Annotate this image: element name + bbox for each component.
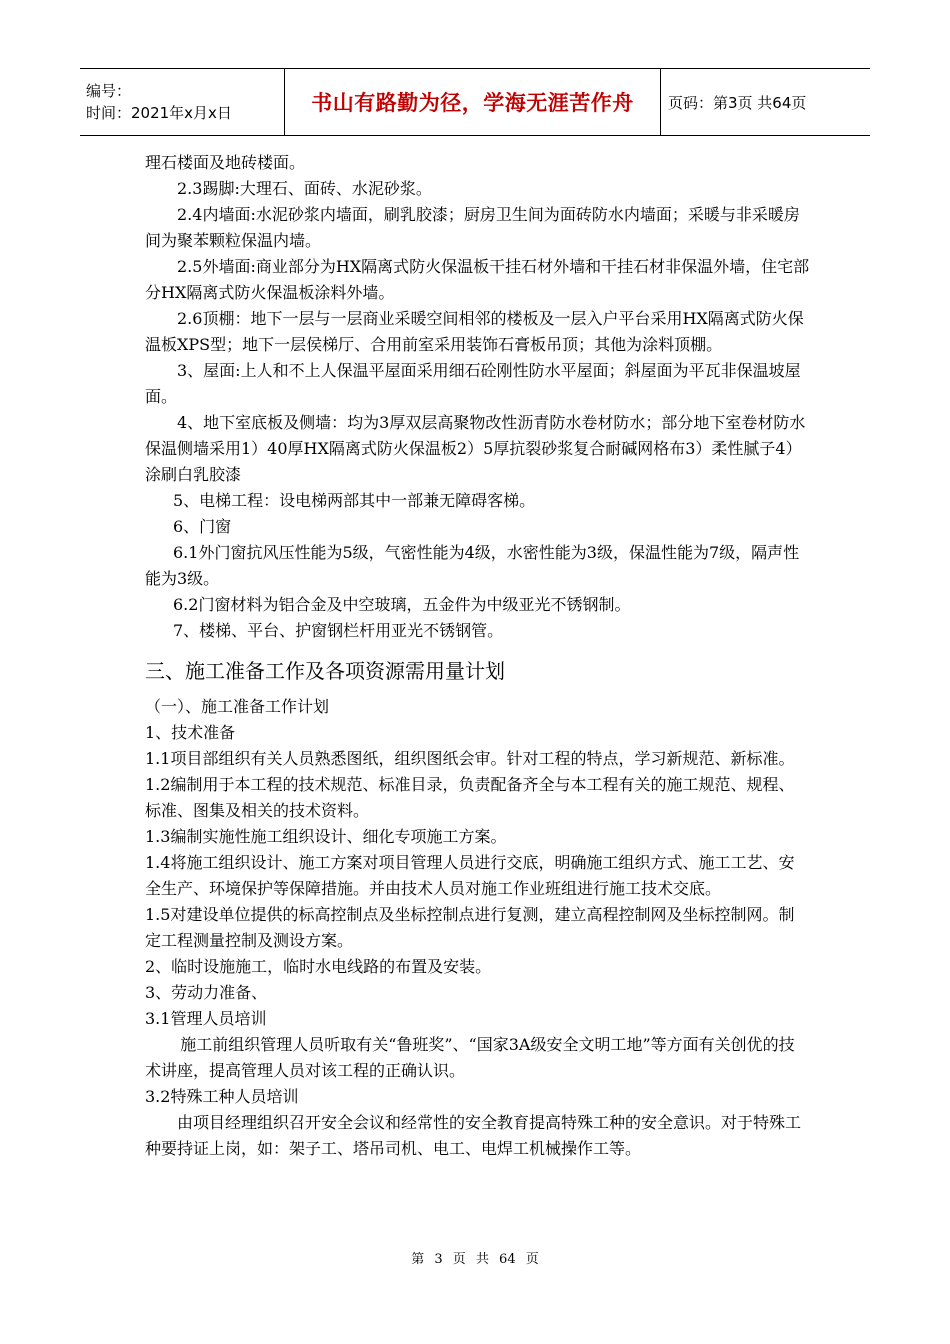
page-footer: 第 3 页 共 64 页 [411, 1252, 539, 1267]
body-paragraph: 1.1项目部组织有关人员熟悉图纸，组织图纸会审。针对工程的特点，学习新规范、新标准。 [145, 749, 795, 768]
header-page-info-cell [661, 69, 870, 135]
body-paragraph: 5、电梯工程：设电梯两部其中一部兼无障碍客梯。 [173, 491, 536, 510]
header-page-info: 页码：第3页 共64页 [668, 93, 807, 112]
doc-number-label: 编号： [86, 82, 132, 100]
body-paragraph: 2.6顶棚：地下一层与一层商业采暖空间相邻的楼板及一层入户平台采用HX隔离式防火保温板XPS型；地下一层侯梯厅、合用前室采用装饰石膏板吊顶；其他为涂料顶棚。 [145, 309, 804, 354]
body-paragraph: 7、楼梯、平台、护窗钢栏杆用亚光不锈钢管。 [173, 621, 504, 640]
body-paragraph: 1.4将施工组织设计、施工方案对项目管理人员进行交底，明确施工组织方式、施工工艺、安全生产、环境保护等保障措施。并由技术人员对施工作业班组进行施工技术交底。 [145, 853, 795, 898]
body-paragraph: 1.2编制用于本工程的技术规范、标准目录，负责配备齐全与本工程有关的施工规范、规程、标准、图集及相关的技术资料。 [145, 775, 795, 820]
date-label: 时间：2021年x月x日 [86, 104, 232, 122]
body-paragraph: 2.4内墙面:水泥砂浆内墙面，刷乳胶漆；厨房卫生间为面砖防水内墙面；采暖与非采暖房间为聚苯颗粒保温内墙。 [145, 205, 800, 250]
body-paragraph: （一）、施工准备工作计划 [145, 697, 330, 716]
body-paragraph: 施工前组织管理人员听取有关“鲁班奖”、“国家3A级安全文明工地”等方面有关创优的技术讲座，提高管理人员对该工程的正确认识。 [145, 1035, 795, 1080]
body-paragraph: 3.2特殊工种人员培训 [145, 1087, 299, 1106]
body-paragraph: 3、屋面:上人和不上人保温平屋面采用细石砼刚性防水平屋面；斜屋面为平瓦非保温坡屋面。 [145, 361, 801, 406]
body-paragraph: 1.5对建设单位提供的标高控制点及坐标控制点进行复测，建立高程控制网及坐标控制网。制定工程测量控制及测设方案。 [145, 905, 795, 950]
body-paragraph: 6.2门窗材料为铝合金及中空玻璃，五金件为中级亚光不锈钢制。 [173, 595, 631, 614]
body-paragraph: 2.5外墙面:商业部分为HX隔离式防火保温板干挂石材外墙和干挂石材非保温外墙，住宅部分HX隔离式防火保温板涂料外墙。 [145, 257, 810, 302]
page-header [80, 68, 870, 136]
body-paragraph: 6、门窗 [173, 517, 232, 536]
header-motto: 书山有路勤为径，学海无涯苦作舟 [311, 91, 634, 115]
body-paragraph: 理石楼面及地砖楼面。 [145, 153, 306, 172]
body-paragraph: 3、劳动力准备、 [145, 983, 268, 1002]
body-paragraph: 2.3踢脚:大理石、面砖、水泥砂浆。 [177, 179, 432, 198]
body-paragraph: 1.3编制实施性施工组织设计、细化专项施工方案。 [145, 827, 507, 846]
section-heading: 三、施工准备工作及各项资源需用量计划 [145, 659, 505, 683]
document-body [145, 150, 810, 1162]
body-paragraph: 2、临时设施施工，临时水电线路的布置及安装。 [145, 957, 492, 976]
header-meta [80, 69, 285, 135]
body-paragraph: 6.1外门窗抗风压性能为5级，气密性能为4级，水密性能为3级，保温性能为7级，隔声性能为3级。 [145, 543, 800, 588]
header-motto-cell [285, 69, 661, 135]
body-paragraph: 1、技术准备 [145, 723, 236, 742]
body-paragraph: 4、地下室底板及侧墙：均为3厚双层高聚物改性沥青防水卷材防水；部分地下室卷材防水保温侧墙采用1）40厚HX隔离式防火保温板2）5厚抗裂砂浆复合耐碱网格布3）柔性腻子4）涂刷白乳胶漆 [145, 413, 806, 484]
body-paragraph: 由项目经理组织召开安全会议和经常性的安全教育提高特殊工种的安全意识。对于特殊工种要持证上岗，如：架子工、塔吊司机、电工、电焊工机械操作工等。 [145, 1113, 802, 1158]
body-paragraph: 3.1管理人员培训 [145, 1009, 267, 1028]
